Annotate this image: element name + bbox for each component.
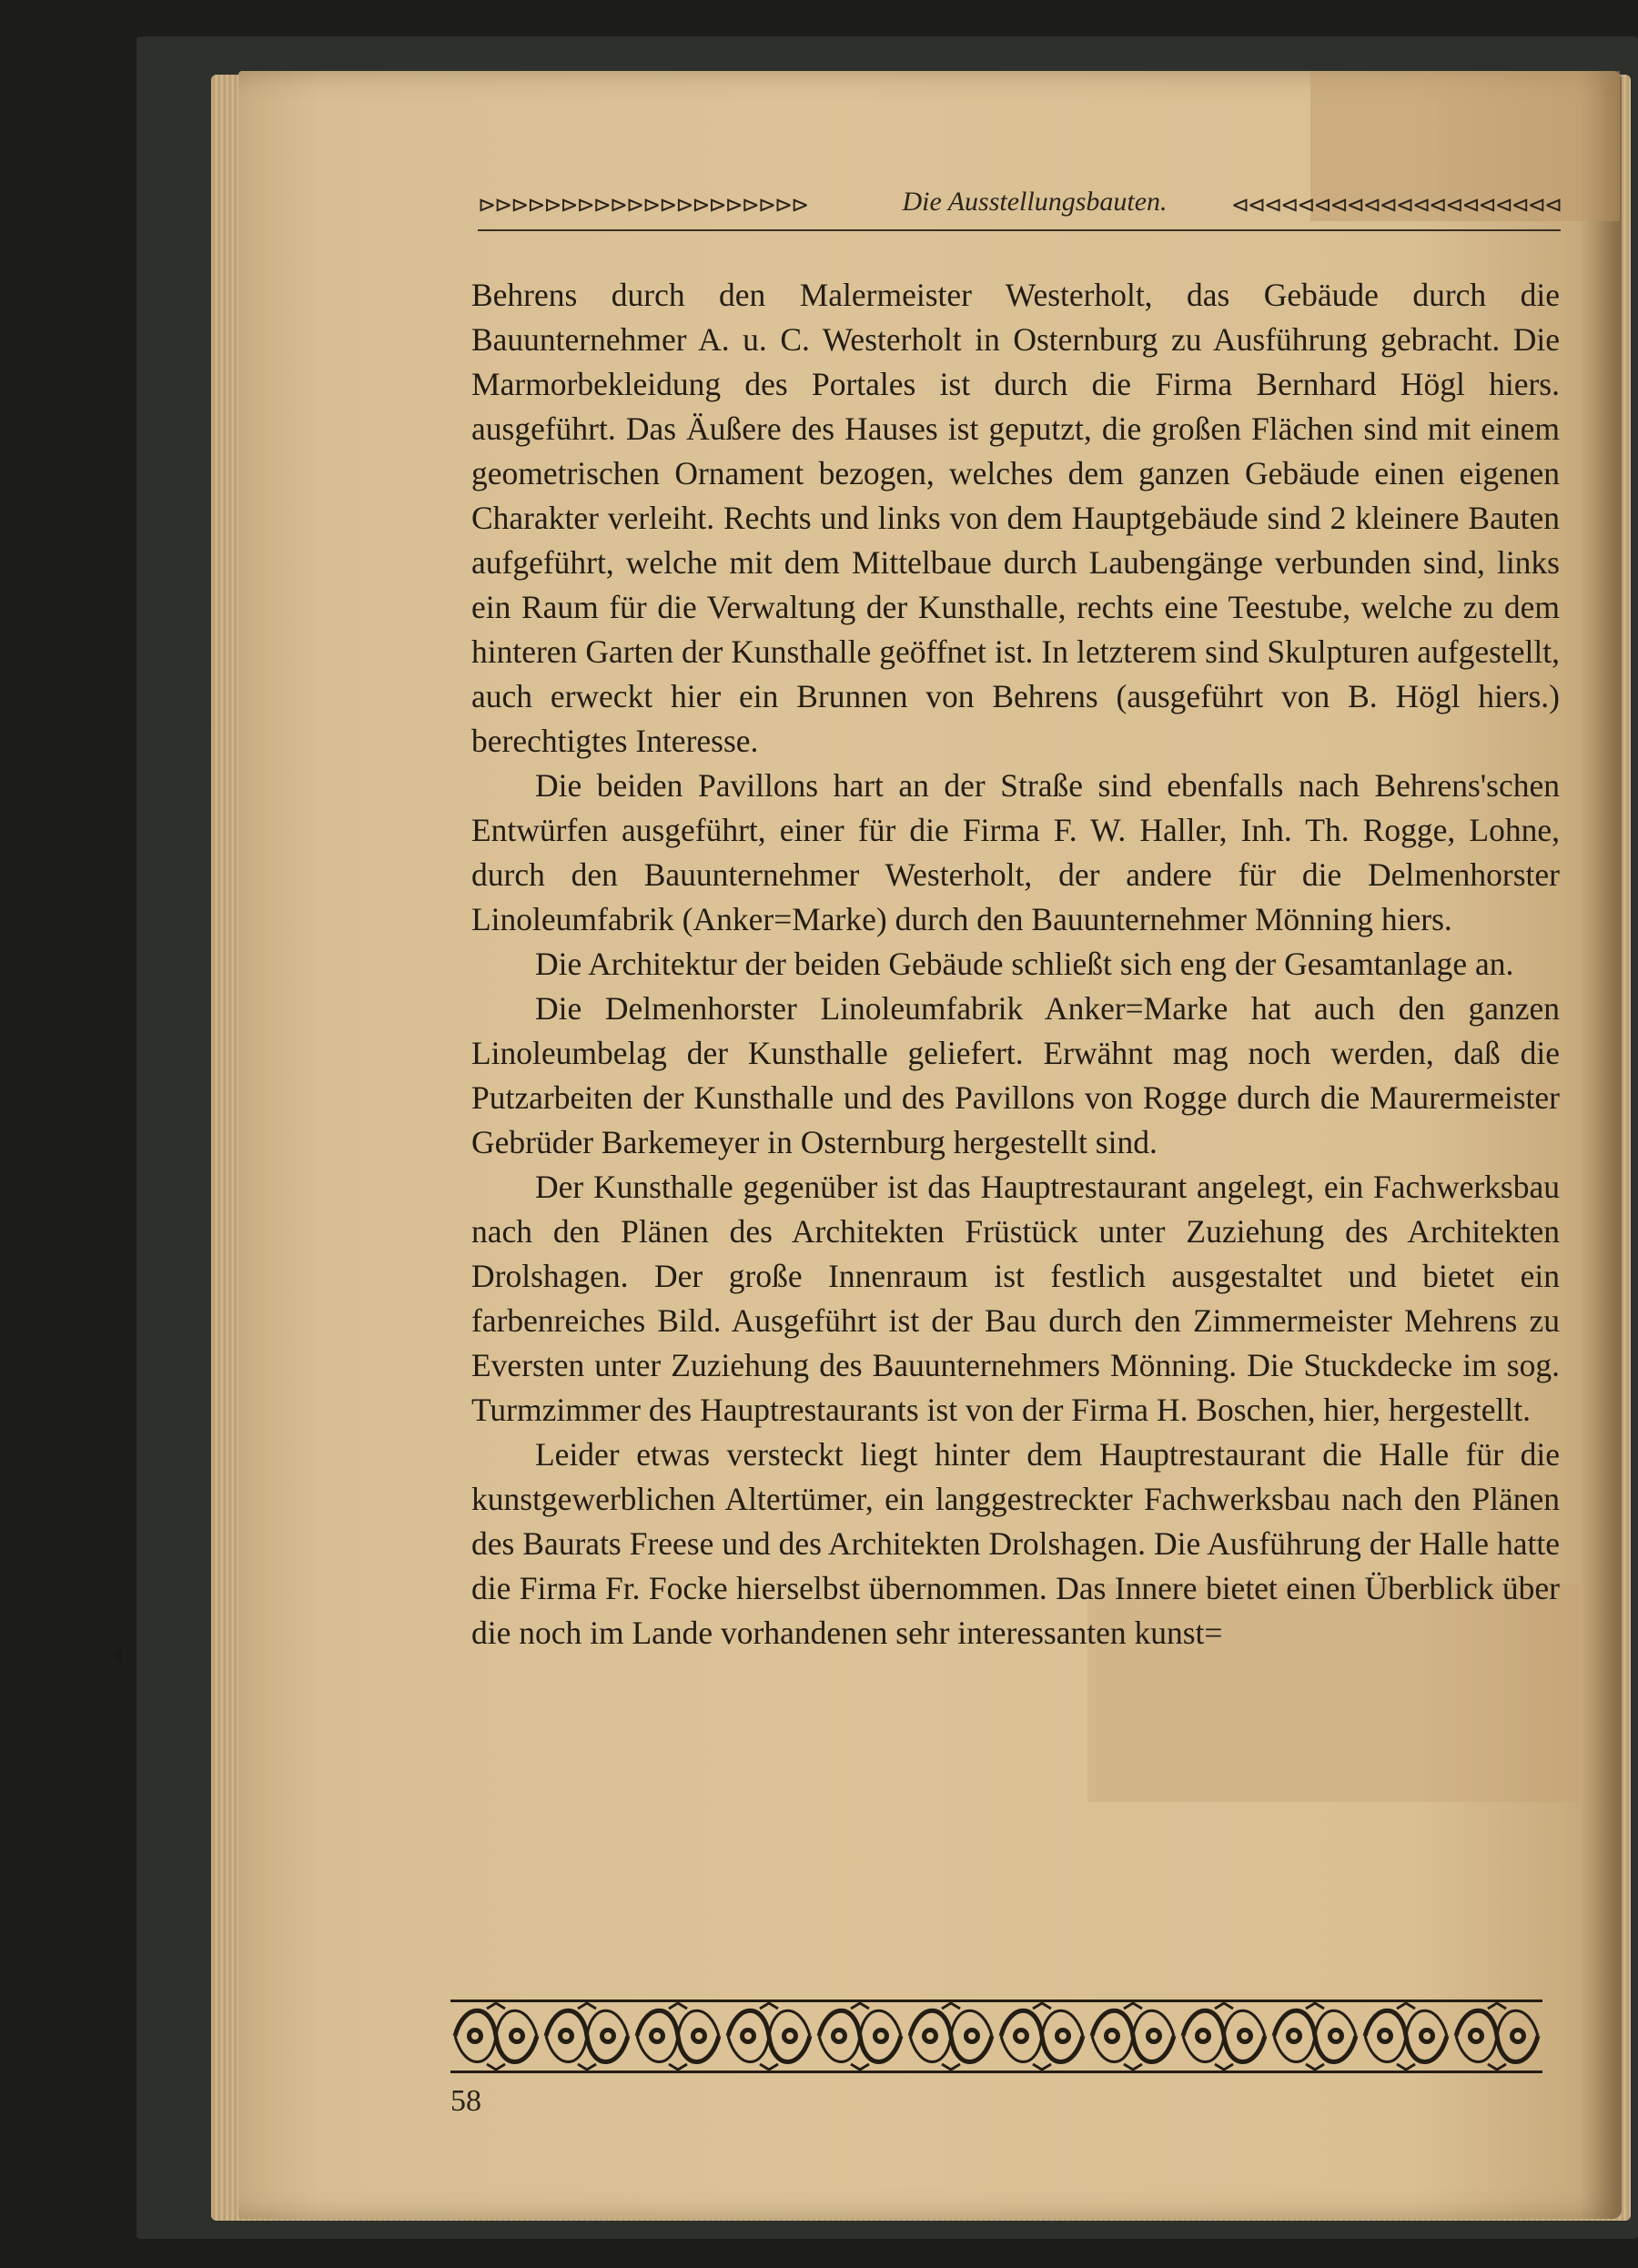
- paragraph-1: Behrens durch den Malermeister Westerholt, das Gebäude durch die Bauunternehmer A. u. C. Westerholt in Osternburg zu Ausführung gebracht. Die Marmorbekleidung des Portales ist durch die Firma Bernhard Högl hiers. ausgeführt. Das Äußere des Hauses ist geputzt, die großen Flächen sind mit einem geometrischen Ornament bezogen, welches dem ganzen Gebäude einen eigenen Charakter verleiht. Rechts und links von dem Hauptgebäude sind 2 kleinere Bauten aufgeführt, welche mit dem Mittelbaue durch Laubengänge verbunden sind, links ein Raum für die Verwaltung der Kunsthalle, rechts eine Teestube, welche zu dem hinteren Garten der Kunsthalle geöffnet ist. In letzterem sind Skulpturen aufgestellt, auch erweckt hier ein Brunnen von Behrens (ausgeführt von B. Högl hiers.) berechtigtes Interesse.: [471, 277, 1560, 759]
- decorative-border: [450, 1998, 1542, 2075]
- page-number: 58: [450, 2084, 481, 2118]
- paragraph-4: Die Delmenhorster Linoleumfabrik Anker=Marke hat auch den ganzen Linoleumbelag der Kunsthalle geliefert. Erwähnt mag noch werden, daß die Putzarbeiten der Kunsthalle und des Pavillons von Rogge durch die Maurermeister Gebrüder Barkemeyer in Osternburg hergestellt sind.: [471, 990, 1560, 1160]
- paragraph-6: Leider etwas versteckt liegt hinter dem Hauptrestaurant die Halle für die kunstgewerblichen Altertümer, ein langgestreckter Fachwerksbau nach den Plänen des Baurats Freese und des Architekten Drolshagen. Die Ausführung der Halle hatte die Firma Fr. Focke hierselbst übernommen. Das Innere bietet einen Überblick über die noch im Lande vorhandenen sehr interessanten kunst=: [471, 1436, 1560, 1651]
- header-ornament-right: ⊲⊲⊲⊲⊲⊲⊲⊲⊲⊲⊲⊲⊲⊲⊲⊲⊲⊲⊲⊲: [1230, 192, 1561, 214]
- running-title: Die Ausstellungsbauten.: [902, 187, 1168, 217]
- paragraph-2: Die beiden Pavillons hart an der Straße sind ebenfalls nach Behrens'schen Entwürfen ausgeführt, einer für die Firma F. W. Haller, Inh. Th. Rogge, Lohne, durch den Bauunternehmer Westerholt, der andere für die Delmenhorster Linoleumfabrik (Anker=Marke) durch den Bauunternehmer Mönning hiers.: [471, 767, 1560, 937]
- page-header: [478, 187, 1561, 232]
- header-ornament-left: ⊳⊳⊳⊳⊳⊳⊳⊳⊳⊳⊳⊳⊳⊳⊳⊳⊳⊳⊳⊳: [478, 192, 808, 214]
- header-rule: [478, 229, 1561, 231]
- paragraph-3: Die Architektur der beiden Gebäude schließt sich eng der Gesamtanlage an.: [535, 946, 1514, 982]
- paragraph-5: Der Kunsthalle gegenüber ist das Hauptrestaurant angelegt, ein Fachwerksbau nach den Plänen des Architekten Früstück unter Zuziehung des Architekten Drolshagen. Der große Innenraum ist festlich ausgestaltet und bietet ein farbenreiches Bild. Ausgeführt ist der Bau durch den Zimmermeister Mehrens zu Eversten unter Zuziehung des Bauunternehmers Mönning. Die Stuckdecke im sog. Turmzimmer des Hauptrestaurants ist von der Firma H. Boschen, hier, hergestellt.: [471, 1169, 1560, 1428]
- page-marker: [109, 1647, 122, 1664]
- body-text: [471, 273, 1560, 1655]
